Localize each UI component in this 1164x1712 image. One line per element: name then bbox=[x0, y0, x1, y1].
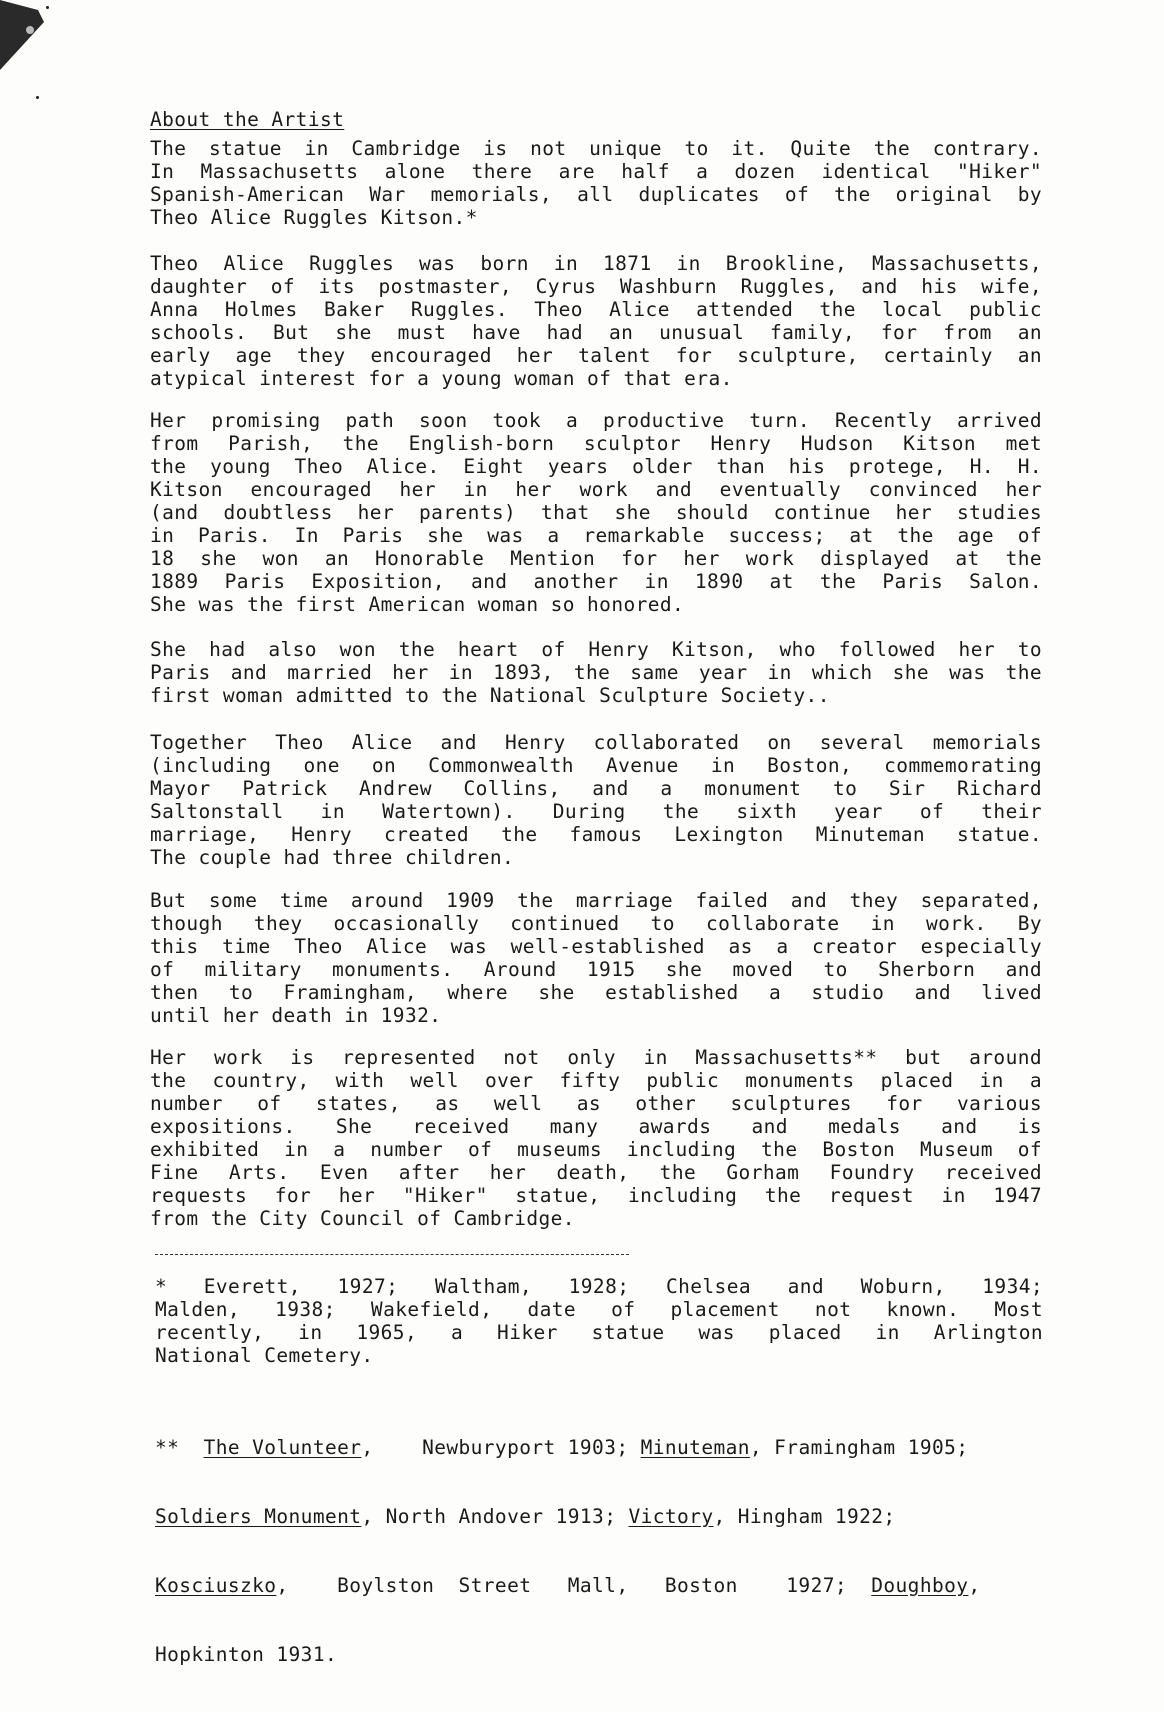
footnote-2-line bbox=[155, 1643, 1040, 1666]
text-line: Fine Arts. Even after her death, the Gorham Foundry received bbox=[150, 1161, 1042, 1184]
text-line: The couple had three children. bbox=[150, 846, 515, 869]
footnote-divider bbox=[155, 1254, 629, 1255]
text-line: from Parish, the English-born sculptor Henry Hudson Kitson met bbox=[150, 432, 1042, 455]
paragraph-4 bbox=[150, 638, 1042, 707]
work-title: Victory bbox=[628, 1505, 714, 1528]
text-line: She was the first American woman so honored. bbox=[150, 593, 685, 616]
footnote-2-line bbox=[155, 1436, 1040, 1459]
text-line: recently, in 1965, a Hiker statue was placed in Arlington bbox=[155, 1321, 1043, 1344]
text-line: But some time around 1909 the marriage failed and they separated, bbox=[150, 889, 1042, 912]
text-line: Her promising path soon took a productive turn. Recently arrived bbox=[150, 409, 1042, 432]
footnote-2-line bbox=[155, 1574, 1040, 1597]
text-line: She had also won the heart of Henry Kitson, who followed her to bbox=[150, 638, 1042, 661]
staple-corner-mark bbox=[0, 0, 48, 72]
text-line: Malden, 1938; Wakefield, date of placement not known. Most bbox=[155, 1298, 1043, 1321]
scan-speck bbox=[46, 6, 49, 9]
text-line: exhibited in a number of museums including the Boston Museum of bbox=[150, 1138, 1042, 1161]
text-line: of military monuments. Around 1915 she moved to Sherborn and bbox=[150, 958, 1042, 981]
text-line: the country, with well over fifty public monuments placed in a bbox=[150, 1069, 1042, 1092]
text-line: National Cemetery. bbox=[155, 1344, 374, 1367]
footnote-marker: ** bbox=[155, 1436, 204, 1459]
text-line: marriage, Henry created the famous Lexington Minuteman statue. bbox=[150, 823, 1042, 846]
text-line: Anna Holmes Baker Ruggles. Theo Alice attended the local public bbox=[150, 298, 1042, 321]
text-line: in Paris. In Paris she was a remarkable success; at the age of bbox=[150, 524, 1042, 547]
text-line: until her death in 1932. bbox=[150, 1004, 442, 1027]
text-line: The statue in Cambridge is not unique to it. Quite the contrary. bbox=[150, 137, 1042, 160]
paragraph-6 bbox=[150, 889, 1042, 1027]
paragraph-2 bbox=[150, 252, 1042, 390]
text-segment: , Boylston Street Mall, Boston 1927; bbox=[276, 1574, 872, 1597]
work-title: Kosciuszko bbox=[155, 1574, 277, 1597]
text-line: Theo Alice Ruggles Kitson.* bbox=[150, 206, 478, 229]
paragraph-1 bbox=[150, 137, 1042, 229]
section-heading: About the Artist bbox=[150, 108, 345, 131]
work-title: Soldiers Monument bbox=[155, 1505, 362, 1528]
text-line: * Everett, 1927; Waltham, 1928; Chelsea and Woburn, 1934; bbox=[155, 1275, 1043, 1298]
text-line: 18 she won an Honorable Mention for her work displayed at the bbox=[150, 547, 1042, 570]
text-line: number of states, as well as other sculptures for various bbox=[150, 1092, 1042, 1115]
text-line: though they occasionally continued to collaborate in work. By bbox=[150, 912, 1042, 935]
text-segment: Hopkinton 1931. bbox=[155, 1643, 338, 1666]
text-line: daughter of its postmaster, Cyrus Washburn Ruggles, and his wife, bbox=[150, 275, 1042, 298]
footnote-1 bbox=[155, 1275, 1043, 1367]
work-title: The Volunteer bbox=[203, 1436, 362, 1459]
text-segment: , bbox=[968, 1574, 981, 1597]
paragraph-7 bbox=[150, 1046, 1042, 1230]
text-line: Together Theo Alice and Henry collaborated on several memorials bbox=[150, 731, 1042, 754]
text-line: Spanish-American War memorials, all duplicates of the original by bbox=[150, 183, 1042, 206]
text-line: (including one on Commonwealth Avenue in Boston, commemorating bbox=[150, 754, 1042, 777]
text-line: early age they encouraged her talent for sculpture, certainly an bbox=[150, 344, 1042, 367]
text-line: (and doubtless her parents) that she should continue her studies bbox=[150, 501, 1042, 524]
text-segment: , Newburyport 1903; bbox=[361, 1436, 641, 1459]
scan-speck bbox=[36, 96, 39, 99]
text-line: from the City Council of Cambridge. bbox=[150, 1207, 575, 1230]
text-line: then to Framingham, where she established a studio and lived bbox=[150, 981, 1042, 1004]
footnote-2-line bbox=[155, 1505, 1040, 1528]
paragraph-3 bbox=[150, 409, 1042, 616]
work-title: Minuteman bbox=[640, 1436, 750, 1459]
text-line: the young Theo Alice. Eight years older than his protege, H. H. bbox=[150, 455, 1042, 478]
text-line: 1889 Paris Exposition, and another in 1890 at the Paris Salon. bbox=[150, 570, 1042, 593]
text-line: Paris and married her in 1893, the same year in which she was the bbox=[150, 661, 1042, 684]
text-line: Saltonstall in Watertown). During the sixth year of their bbox=[150, 800, 1042, 823]
text-line: Her work is represented not only in Massachusetts** but around bbox=[150, 1046, 1042, 1069]
text-line: atypical interest for a young woman of that era. bbox=[150, 367, 733, 390]
text-line: this time Theo Alice was well-established as a creator especially bbox=[150, 935, 1042, 958]
text-line: expositions. She received many awards and medals and is bbox=[150, 1115, 1042, 1138]
text-line: Mayor Patrick Andrew Collins, and a monument to Sir Richard bbox=[150, 777, 1042, 800]
work-title: Doughboy bbox=[871, 1574, 969, 1597]
text-segment: , Framingham 1905; bbox=[749, 1436, 969, 1459]
text-line: Theo Alice Ruggles was born in 1871 in Brookline, Massachusetts, bbox=[150, 252, 1042, 275]
text-line: Kitson encouraged her in her work and eventually convinced her bbox=[150, 478, 1042, 501]
text-line: In Massachusetts alone there are half a dozen identical "Hiker" bbox=[150, 160, 1042, 183]
text-segment: , North Andover 1913; bbox=[361, 1505, 629, 1528]
text-line: first woman admitted to the National Sculpture Society.. bbox=[150, 684, 830, 707]
text-line: requests for her "Hiker" statue, including the request in 1947 bbox=[150, 1184, 1042, 1207]
text-line: schools. But she must have had an unusual family, for from an bbox=[150, 321, 1042, 344]
footnote-2 bbox=[155, 1390, 1040, 1712]
paragraph-5 bbox=[150, 731, 1042, 869]
text-segment: , Hingham 1922; bbox=[713, 1505, 896, 1528]
